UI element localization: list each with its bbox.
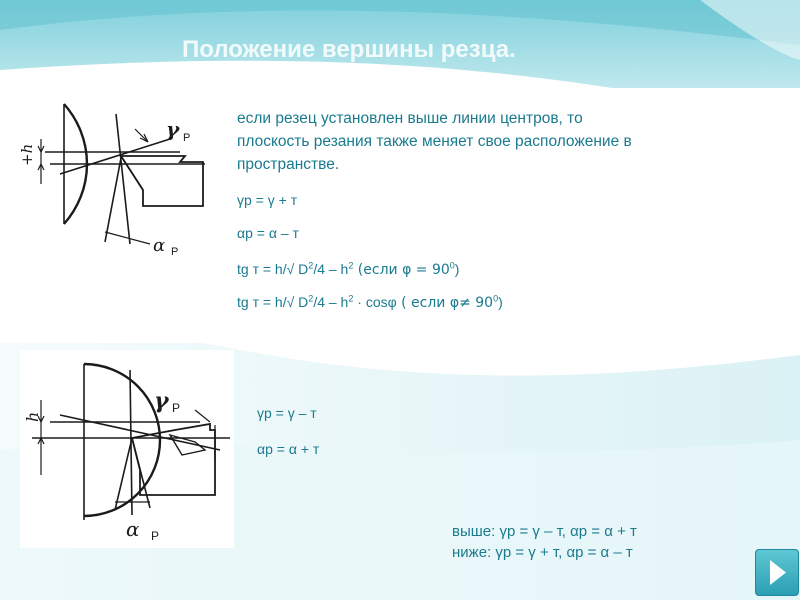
formula-tg-main: tg т = h/√ D [237,261,309,277]
formula-tg2-tail: ( если φ≠ 90 [396,295,494,311]
summary-higher: выше: γр = γ – т, αр = α + т [452,523,637,540]
sq4: 2 [348,293,354,304]
formula-gamma-lower: γр = γ – т [257,405,317,421]
formula-alpha-higher: αр = α – т [237,225,299,241]
nav-next-icon [756,550,798,595]
formula-alpha-lower: αр = α + т [257,441,320,457]
next-slide-button[interactable] [755,549,799,596]
deg1: 0 [449,260,455,271]
div-part2: /4 – h [313,294,349,310]
sq1: 2 [308,260,314,271]
explanation-paragraph: если резец установлен выше линии центров, то плоскость резания также меняет свое расположение в пространстве. [237,110,632,173]
cutter-above-center-diagram [20,94,216,259]
div-part: /4 – h [313,261,349,277]
deg2: 0 [493,293,499,304]
formula-tg2-main: tg т = h/√ D [237,294,309,310]
summary-lower: ниже: γр = γ + т, αр = α – т [452,544,633,561]
alpha-label: α [153,235,166,256]
alpha-subscript: P [171,246,179,258]
dot: · [353,294,366,310]
formula-gamma-higher: γр = γ + т [237,192,298,208]
sq2: 2 [348,260,354,271]
close1: ) [454,261,460,277]
h-label: +h [18,143,36,166]
slide-title: Положение вершины резца. [182,36,516,63]
cutter-below-center-diagram [20,350,234,548]
gamma-subscript-bottom: P [172,401,181,415]
close2: ) [498,294,503,310]
alpha-subscript-bottom: P [151,529,160,543]
sq3: 2 [308,293,314,304]
gamma-label-bottom: γ [154,388,169,414]
formula-tg-tail: (если φ = 90 [353,262,450,278]
gamma-label: γ [166,117,180,141]
cos-part: cosφ [365,294,397,310]
gamma-subscript: P [183,132,191,144]
h-label-bottom: h [23,411,42,422]
formula-tg-phi-not-90 [237,291,503,314]
alpha-label-bottom: α [126,517,140,541]
formula-tg-phi-90 [237,258,459,281]
